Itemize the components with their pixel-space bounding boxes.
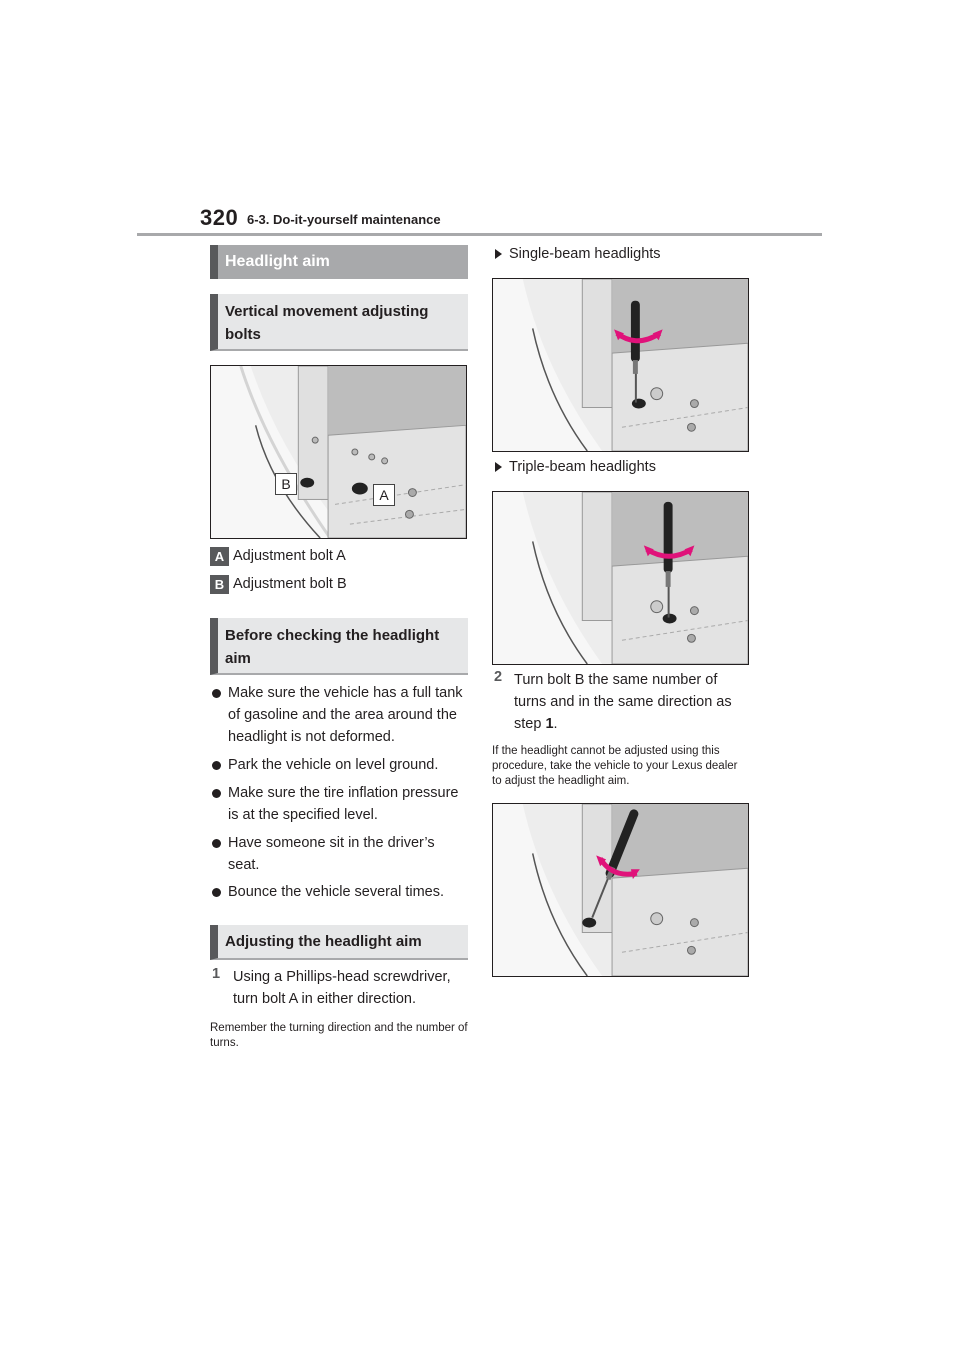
page-number: 320 [200,205,239,230]
header-rule [137,233,822,236]
step-2-note: If the headlight cannot be adjusted using this procedure, take the vehicle to your Lexus dealer to adjust the headlight aim. [492,745,738,787]
bullet-item [228,682,468,748]
bullet-dot-icon [212,761,221,770]
bullet-item [228,881,468,903]
step-2-text-main: Turn bolt B the same number of turns and in the same direction as step [514,672,732,732]
bullet-text: Have someone sit in the driver’s seat. [228,835,435,873]
figure-single-beam [492,278,749,452]
bullet-text: Make sure the tire inflation pressure is at the specified level. [228,785,459,823]
callout-b-text: Adjustment bolt B [233,576,347,592]
step-2-text [514,669,749,735]
label-triple-beam [509,456,656,478]
subheading-text: Adjusting the headlight aim [225,933,422,950]
step-1-number: 1 [212,966,221,982]
section-title: 6-3. Do-it-yourself maintenance [247,212,441,227]
figure-adjusting-bolts [210,365,467,539]
bullet-text: Make sure the vehicle has a full tank of gasoline and the area around the headlight is not deformed. [228,685,463,745]
bullet-text: Park the vehicle on level ground. [228,757,439,773]
figure-turn-bolt-b-drawing [493,804,748,976]
callout-a-badge: A [210,547,229,566]
step-2-ref: 1 [545,716,554,732]
bullet-item [228,782,468,826]
figure-adjusting-bolts-drawing [211,366,466,538]
bullet-dot-icon [212,839,221,848]
bullet-item [228,832,468,876]
subheading-text: Vertical movement adjusting bolts [225,303,429,343]
callout-b-badge: B [210,575,229,594]
triangle-bullet-icon [495,249,502,259]
step-2-text-end: . [553,716,558,732]
step-2-number: 2 [494,669,503,685]
subheading-text: Before checking the headlight aim [225,627,440,667]
subheading-before-checking [210,618,468,675]
label-single-beam [509,243,661,265]
callout-a-text: Adjustment bolt A [233,548,346,564]
label-triple-beam-text: Triple-beam headlights [509,459,656,475]
subheading-adjusting [210,925,468,960]
bullet-dot-icon [212,888,221,897]
subheading-vertical-bolts [210,294,468,351]
triangle-bullet-icon [495,462,502,472]
bullet-dot-icon [212,689,221,698]
figure-triple-beam [492,491,749,665]
step-1-text: Using a Phillips-head screwdriver, turn bolt A in either direction. [233,969,451,1007]
step-1-note: Remember the turning direction and the number of turns. [210,1022,468,1049]
figure-single-beam-drawing [493,279,748,451]
bullet-text: Bounce the vehicle several times. [228,884,444,900]
figure-triple-beam-drawing [493,492,748,664]
heading-text: Headlight aim [225,253,330,270]
figure-label-b: B [275,473,297,495]
bullet-dot-icon [212,789,221,798]
label-single-beam-text: Single-beam headlights [509,246,661,262]
heading-headlight-aim [210,245,468,279]
figure-label-a: A [373,484,395,506]
figure-turn-bolt-b [492,803,749,977]
bullet-item [228,754,468,776]
